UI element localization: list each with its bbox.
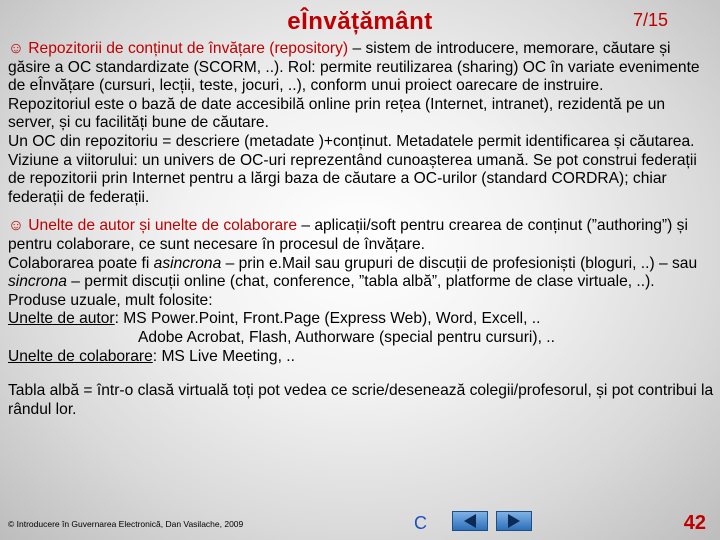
next-slide-button[interactable] xyxy=(496,511,532,531)
collab-text-e: – permit discuții online (chat, conference, ”tabla albă”, platforme de clase virtuale, ..). Produse uzuale, mult folosite: xyxy=(8,273,655,309)
term-async: asincrona xyxy=(153,254,222,272)
nav-buttons xyxy=(452,511,532,531)
label-author-tools: Unelte de autor xyxy=(8,310,115,328)
paragraph-collab-tools xyxy=(8,348,714,367)
paragraph-author-tools xyxy=(8,310,714,329)
collab-tools-list: : MS Live Meeting, .. xyxy=(152,347,295,365)
paragraph-repositories xyxy=(8,40,714,96)
slide-title: eÎnvățământ xyxy=(287,8,433,35)
paragraph-tools xyxy=(8,217,714,254)
label-collab-tools: Unelte de colaborare xyxy=(8,347,153,365)
smiley-bullet-icon: ☺ xyxy=(8,217,24,235)
slide-number: 42 xyxy=(683,512,706,534)
arrow-left-icon xyxy=(464,514,476,528)
term-sync: sincrona xyxy=(8,273,67,291)
collab-text-a: Colaborarea poate fi xyxy=(8,254,154,272)
slide-content xyxy=(8,40,714,419)
arrow-right-icon xyxy=(508,514,520,528)
prev-slide-button[interactable] xyxy=(452,511,488,531)
smiley-bullet-icon: ☺ xyxy=(8,40,24,57)
author-tools-list: : MS Power.Point, Front.Page (Express Web), Word, Excell, .. xyxy=(114,310,541,328)
paragraph-collaboration xyxy=(8,255,714,311)
tools-description: – aplicații/soft pentru crearea de conținut (”authoring”) și pentru colaborare, ce sunt necesare în procesul de învățare. xyxy=(8,217,688,253)
paragraph-database: Repozitoriul este o bază de date accesibilă online prin rețea (Internet, intranet), rezidentă pe un server, și cu facilități bune de căutare. xyxy=(8,95,666,132)
term-tools: Unelte de autor și unelte de colaborare xyxy=(28,217,297,235)
paragraph-metadata: Un OC din repozitoriu = descriere (metadate )+conținut. Metadatele permit identificarea și căutarea. Viziune a viitorului: un univers de OC-uri reprezentând cunoașterea umană. Se pot construi federații de repozitorii prin Internet pentru a lărgi baza de căutare a OC-urilor (standard CORDRA); chiar federații de federații. xyxy=(8,132,697,206)
paragraph-whiteboard: Tabla albă = într-o clasă virtuală toți pot vedea ce scrie/desenează colegii/profesorul, și pot contribui la rândul lor. xyxy=(8,382,714,418)
repositories-description: – sistem de introducere, memorare, căutare și găsire a OC standardizate (SCORM, ..). Rol: permite reutilizarea (sharing) OC în variate evenimente de eÎnvățare (cursuri, lecții, teste, jocuri, ..), conform unui proiect oarecare de instruire. xyxy=(8,40,700,95)
page-indicator: 7/15 xyxy=(632,10,668,30)
nav-c-link[interactable]: C xyxy=(414,513,427,533)
footer-credit: © Introducere în Guvernarea Electronică, Dan Vasilache, 2009 xyxy=(8,519,244,529)
collab-text-c: – prin e.Mail sau grupuri de discuții de profesioniști (bloguri, ..) – sau xyxy=(221,254,698,272)
paragraph-author-tools-cont: Adobe Acrobat, Flash, Authorware (special pentru cursuri), .. xyxy=(138,328,555,346)
term-repositories: Repozitorii de conținut de învățare (repository) xyxy=(28,40,349,57)
